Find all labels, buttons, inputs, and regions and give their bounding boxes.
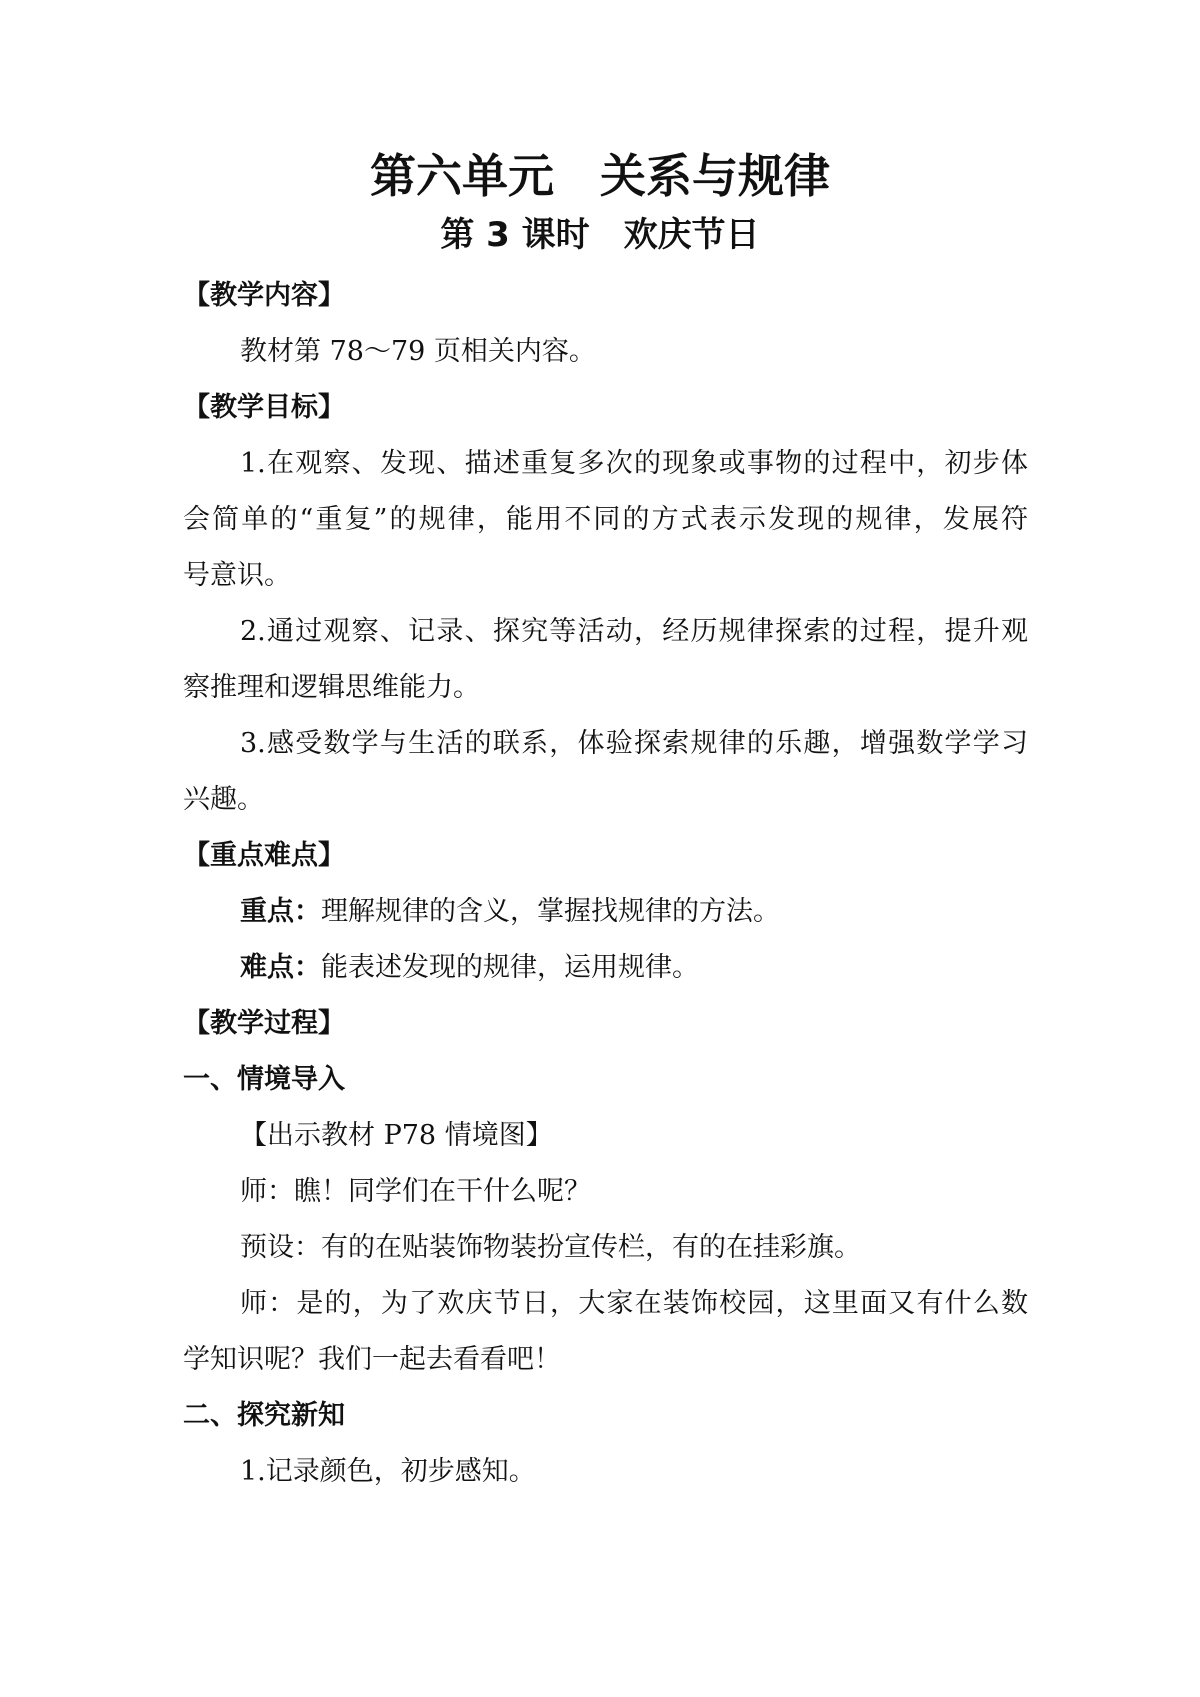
- part-2-item-1: 1.记录颜色，初步感知。: [240, 1456, 536, 1487]
- goal-1-line-1: 1.在观察、发现、描述重复多次的现象或事物的过程中，初步体: [240, 448, 1028, 479]
- part-2-heading: 二、探究新知: [183, 1400, 345, 1431]
- section-heading-key-points: 【重点难点】: [183, 840, 345, 871]
- part-1-teacher-line-1: 师：瞧！同学们在干什么呢？: [240, 1176, 591, 1207]
- difficult-point-label: 难点：: [240, 952, 321, 983]
- goal-2-line-1: 2.通过观察、记录、探究等活动，经历规律探索的过程，提升观: [240, 616, 1028, 647]
- key-point-label: 重点：: [240, 896, 321, 927]
- difficult-point-text: 能表述发现的规律，运用规律。: [321, 952, 699, 983]
- lesson-title: 第 3 课时 欢庆节日: [440, 215, 760, 255]
- goal-1-line-2: 会简单的“重复”的规律，能用不同的方式表示发现的规律，发展符: [183, 504, 1028, 535]
- goal-2-line-2: 察推理和逻辑思维能力。: [183, 672, 480, 703]
- part-1-show-figure: 【出示教材 P78 情境图】: [240, 1120, 553, 1151]
- part-1-teacher-line-2a: 师：是的，为了欢庆节日，大家在装饰校园，这里面又有什么数: [240, 1288, 1028, 1319]
- part-1-teacher-line-2b: 学知识呢？我们一起去看看吧！: [183, 1344, 561, 1375]
- key-point-text: 理解规律的含义，掌握找规律的方法。: [321, 896, 780, 927]
- section-heading-content: 【教学内容】: [183, 280, 345, 311]
- content-text: 教材第 78～79 页相关内容。: [240, 336, 596, 367]
- section-heading-goals: 【教学目标】: [183, 392, 345, 423]
- goal-1-line-3: 号意识。: [183, 560, 291, 591]
- part-1-heading: 一、情境导入: [183, 1064, 345, 1095]
- goal-3-line-1: 3.感受数学与生活的联系，体验探索规律的乐趣，增强数学学习: [240, 728, 1028, 759]
- difficult-point: [240, 950, 1028, 986]
- key-point: [240, 894, 1028, 930]
- part-1-preset: 预设：有的在贴装饰物装扮宣传栏，有的在挂彩旗。: [240, 1232, 861, 1263]
- section-heading-process: 【教学过程】: [183, 1008, 345, 1039]
- unit-title: 第六单元 关系与规律: [370, 149, 830, 203]
- goal-3-line-2: 兴趣。: [183, 784, 264, 815]
